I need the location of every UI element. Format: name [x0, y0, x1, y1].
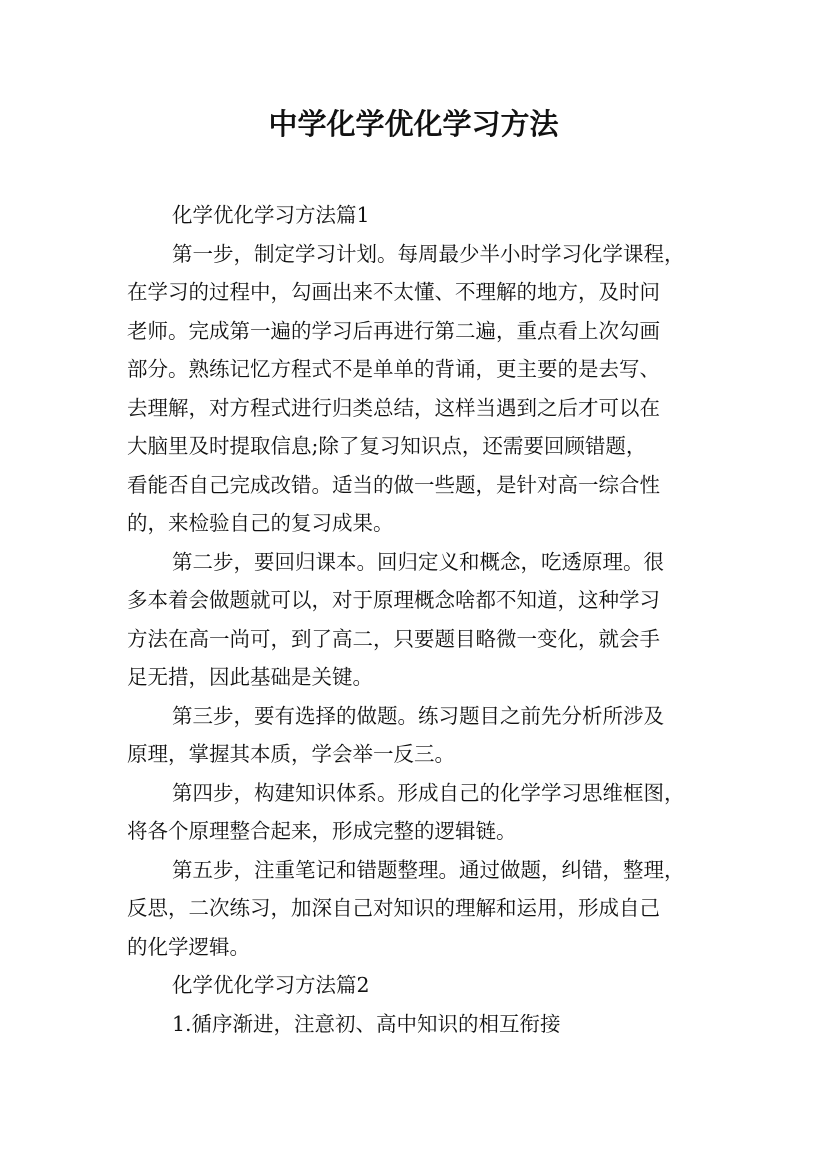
body-line: 去理解，对方程式进行归类总结，这样当遇到之后才可以在 — [127, 395, 660, 420]
body-line: 足无措，因此基础是关键。 — [127, 665, 373, 689]
body-line: 化学优化学习方法篇1 — [172, 203, 370, 227]
body-line: 第一步，制定学习计划。每周最少半小时学习化学课程， — [172, 241, 685, 266]
body-line: 在学习的过程中，勾画出来不太懂、不理解的地方，及时问 — [127, 280, 660, 304]
body-line: 看能否自己完成改错。适当的做一些题，是针对高一综合性 — [127, 472, 660, 497]
body-line: 将各个原理整合起来，形成完整的逻辑链。 — [127, 819, 517, 843]
body-line: 原理，掌握其本质，学会举一反三。 — [127, 742, 455, 766]
body-line: 第四步，构建知识体系。形成自己的化学学习思维框图， — [172, 780, 685, 805]
document-title: 中学化学优化学习方法 — [268, 107, 559, 141]
body-line: 第二步，要回归课本。回归定义和概念，吃透原理。很 — [172, 549, 664, 574]
body-line: 的化学逻辑。 — [127, 934, 250, 959]
body-line: 部分。熟练记忆方程式不是单单的背诵，更主要的是去写、 — [127, 357, 660, 381]
body-line: 老师。完成第一遍的学习后再进行第二遍，重点看上次勾画 — [127, 318, 660, 343]
body-line: 方法在高一尚可，到了高二，只要题目略微一变化，就会手 — [127, 626, 660, 651]
body-line: 大脑里及时提取信息;除了复习知识点，还需要回顾错题， — [127, 434, 647, 458]
body-line: 第三步，要有选择的做题。练习题目之前先分析所涉及 — [172, 703, 664, 728]
body-line: 反思，二次练习，加深自己对知识的理解和运用，形成自己 — [127, 896, 660, 920]
body-line: 第五步，注重笔记和错题整理。通过做题，纠错，整理， — [172, 857, 685, 882]
body-line: 多本着会做题就可以，对于原理概念啥都不知道，这种学习 — [127, 588, 660, 612]
body-line: 的，来检验自己的复习成果。 — [127, 511, 394, 535]
body-line: 1.循序渐进，注意初、高中知识的相互衔接 — [172, 1011, 561, 1036]
document-body — [127, 196, 715, 1043]
body-line: 化学优化学习方法篇2 — [172, 973, 370, 997]
